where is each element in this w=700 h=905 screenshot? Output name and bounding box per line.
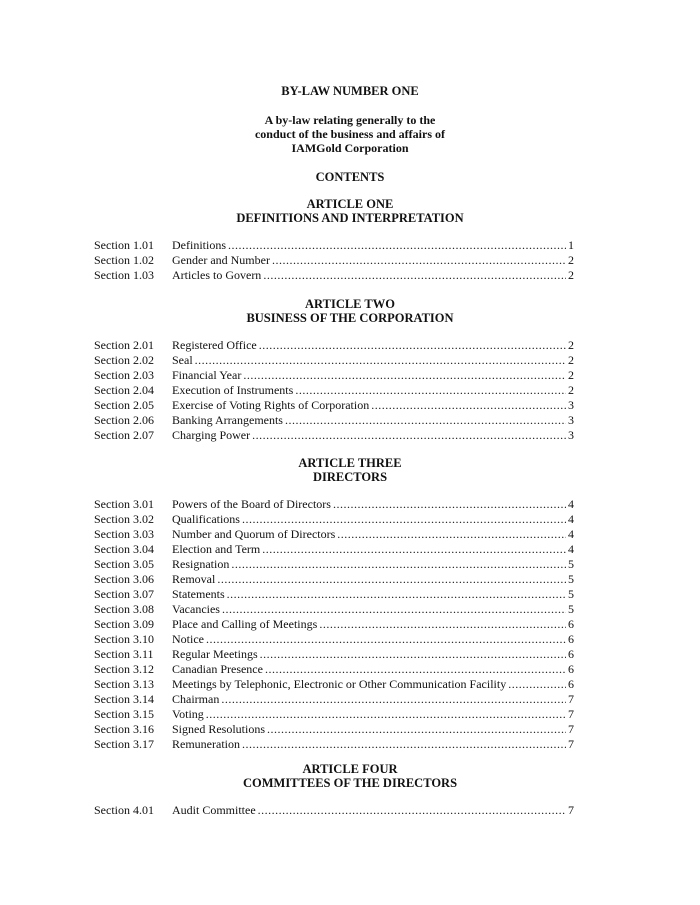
section-title: Seal [172,353,193,367]
dot-leader [265,662,566,677]
section-title: Articles to Govern [172,268,262,282]
toc-entry[interactable] [94,677,574,692]
section-number: Section 1.02 [94,253,154,267]
page-number: 7 [568,722,574,736]
section-title: Place and Calling of Meetings [172,617,318,631]
section-title: Definitions [172,238,226,252]
section-number: Section 1.03 [94,268,154,282]
section-number: Section 2.05 [94,398,154,412]
dot-leader [231,557,566,572]
toc-entry[interactable] [94,238,574,253]
toc-entry[interactable] [94,737,574,752]
page-number: 4 [568,497,574,511]
dot-leader [252,428,566,443]
toc-entry[interactable] [94,632,574,647]
section-title: Financial Year [172,368,242,382]
toc-entry[interactable] [94,707,574,722]
article-heading: ARTICLE FOUR [302,762,398,776]
section-number: Section 3.02 [94,512,154,526]
dot-leader [221,692,566,707]
dot-leader [295,383,566,398]
dot-leader [333,497,566,512]
page-number: 2 [568,368,574,382]
page-number: 7 [568,692,574,706]
dot-leader [267,722,566,737]
section-number: Section 2.03 [94,368,154,382]
toc-entry[interactable] [94,557,574,572]
dot-leader [206,707,566,722]
section-number: Section 3.13 [94,677,154,691]
toc-entry[interactable] [94,692,574,707]
dot-leader [258,803,566,818]
toc-entry[interactable] [94,662,574,677]
section-number: Section 3.15 [94,707,154,721]
document-title: BY-LAW NUMBER ONE [281,84,419,98]
section-title: Powers of the Board of Directors [172,497,331,511]
page-number: 4 [568,527,574,541]
section-title: Registered Office [172,338,257,352]
article-subheading: DEFINITIONS AND INTERPRETATION [236,211,464,225]
dot-leader [508,677,566,692]
section-title: Exercise of Voting Rights of Corporation [172,398,370,412]
section-number: Section 3.10 [94,632,154,646]
section-title: Audit Committee [172,803,256,817]
page-number: 2 [568,353,574,367]
section-title: Signed Resolutions [172,722,266,736]
page-number: 5 [568,557,574,571]
section-title: Regular Meetings [172,647,258,661]
article-subheading: BUSINESS OF THE CORPORATION [246,311,454,325]
section-title: Execution of Instruments [172,383,294,397]
section-title: Statements [172,587,225,601]
toc-entry[interactable] [94,602,574,617]
toc-entry[interactable] [94,383,574,398]
toc-entry[interactable] [94,803,574,818]
dot-leader [260,647,566,662]
dot-leader [242,512,566,527]
dot-leader [195,353,566,368]
section-number: Section 3.03 [94,527,154,541]
section-number: Section 3.06 [94,572,154,586]
toc-entry[interactable] [94,413,574,428]
dot-leader [262,542,566,557]
dot-leader [227,587,566,602]
subtitle-line-1: A by-law relating generally to the [264,113,436,127]
dot-leader [222,602,566,617]
page-number: 6 [568,662,574,676]
dot-leader [337,527,566,542]
toc-entry[interactable] [94,368,574,383]
article-heading: ARTICLE TWO [305,297,395,311]
page-number: 7 [568,737,574,751]
section-number: Section 2.04 [94,383,154,397]
dot-leader [217,572,566,587]
section-number: Section 4.01 [94,803,154,817]
subtitle-line-3: IAMGold Corporation [291,141,409,155]
section-title: Remuneration [172,737,240,751]
section-number: Section 3.01 [94,497,154,511]
toc-entry[interactable] [94,722,574,737]
section-number: Section 3.04 [94,542,154,556]
section-title: Voting [172,707,204,721]
toc-entry[interactable] [94,253,574,268]
page-number: 5 [568,587,574,601]
section-number: Section 3.09 [94,617,154,631]
page-number: 2 [568,253,574,267]
section-number: Section 1.01 [94,238,154,252]
page-number: 7 [568,803,574,817]
subtitle-line-2: conduct of the business and affairs of [254,127,446,141]
section-title: Qualifications [172,512,240,526]
section-title: Meetings by Telephonic, Electronic or Other Communication Facility [172,677,507,691]
toc-entry[interactable] [94,542,574,557]
dot-leader [259,338,566,353]
dot-leader [242,737,566,752]
page-number: 5 [568,572,574,586]
section-number: Section 3.12 [94,662,154,676]
toc-entry[interactable] [94,268,574,283]
toc-entry[interactable] [94,512,574,527]
section-number: Section 3.14 [94,692,154,706]
section-number: Section 3.16 [94,722,154,736]
page-number: 6 [568,677,574,691]
section-title: Canadian Presence [172,662,263,676]
page-number: 2 [568,338,574,352]
section-title: Resignation [172,557,230,571]
toc-entry[interactable] [94,587,574,602]
toc-entry[interactable] [94,647,574,662]
section-title: Chairman [172,692,220,706]
page-number: 4 [568,512,574,526]
dot-leader [371,398,566,413]
dot-leader [319,617,566,632]
dot-leader [272,253,566,268]
article-subheading: COMMITTEES OF THE DIRECTORS [242,776,458,790]
section-number: Section 3.17 [94,737,154,751]
page-number: 5 [568,602,574,616]
article-heading: ARTICLE ONE [306,197,394,211]
section-number: Section 3.05 [94,557,154,571]
page-number: 3 [568,428,574,442]
section-number: Section 3.07 [94,587,154,601]
contents-heading: CONTENTS [315,170,385,184]
section-number: Section 2.01 [94,338,154,352]
page-number: 7 [568,707,574,721]
toc-entry[interactable] [94,338,574,353]
page-number: 6 [568,632,574,646]
section-title: Banking Arrangements [172,413,283,427]
section-title: Number and Quorum of Directors [172,527,336,541]
toc-entry[interactable] [94,398,574,413]
section-number: Section 2.06 [94,413,154,427]
page-number: 1 [568,238,574,252]
section-title: Election and Term [172,542,261,556]
section-title: Gender and Number [172,253,270,267]
toc-entry[interactable] [94,353,574,368]
toc-entry[interactable] [94,572,574,587]
dot-leader [228,238,566,253]
dot-leader [285,413,566,428]
section-number: Section 3.08 [94,602,154,616]
toc-entry[interactable] [94,527,574,542]
page-number: 6 [568,617,574,631]
page-number: 3 [568,398,574,412]
section-number: Section 2.07 [94,428,154,442]
dot-leader [263,268,566,283]
page-number: 6 [568,647,574,661]
section-title: Notice [172,632,204,646]
section-title: Vacancies [172,602,220,616]
section-number: Section 2.02 [94,353,154,367]
page-number: 3 [568,413,574,427]
toc-entry[interactable] [94,497,574,512]
section-title: Charging Power [172,428,251,442]
dot-leader [206,632,566,647]
section-number: Section 3.11 [94,647,154,661]
page-number: 4 [568,542,574,556]
section-title: Removal [172,572,216,586]
page-number: 2 [568,268,574,282]
toc-entry[interactable] [94,617,574,632]
page-number: 2 [568,383,574,397]
toc-entry[interactable] [94,428,574,443]
article-subheading: DIRECTORS [312,470,388,484]
article-heading: ARTICLE THREE [298,456,402,470]
dot-leader [243,368,566,383]
